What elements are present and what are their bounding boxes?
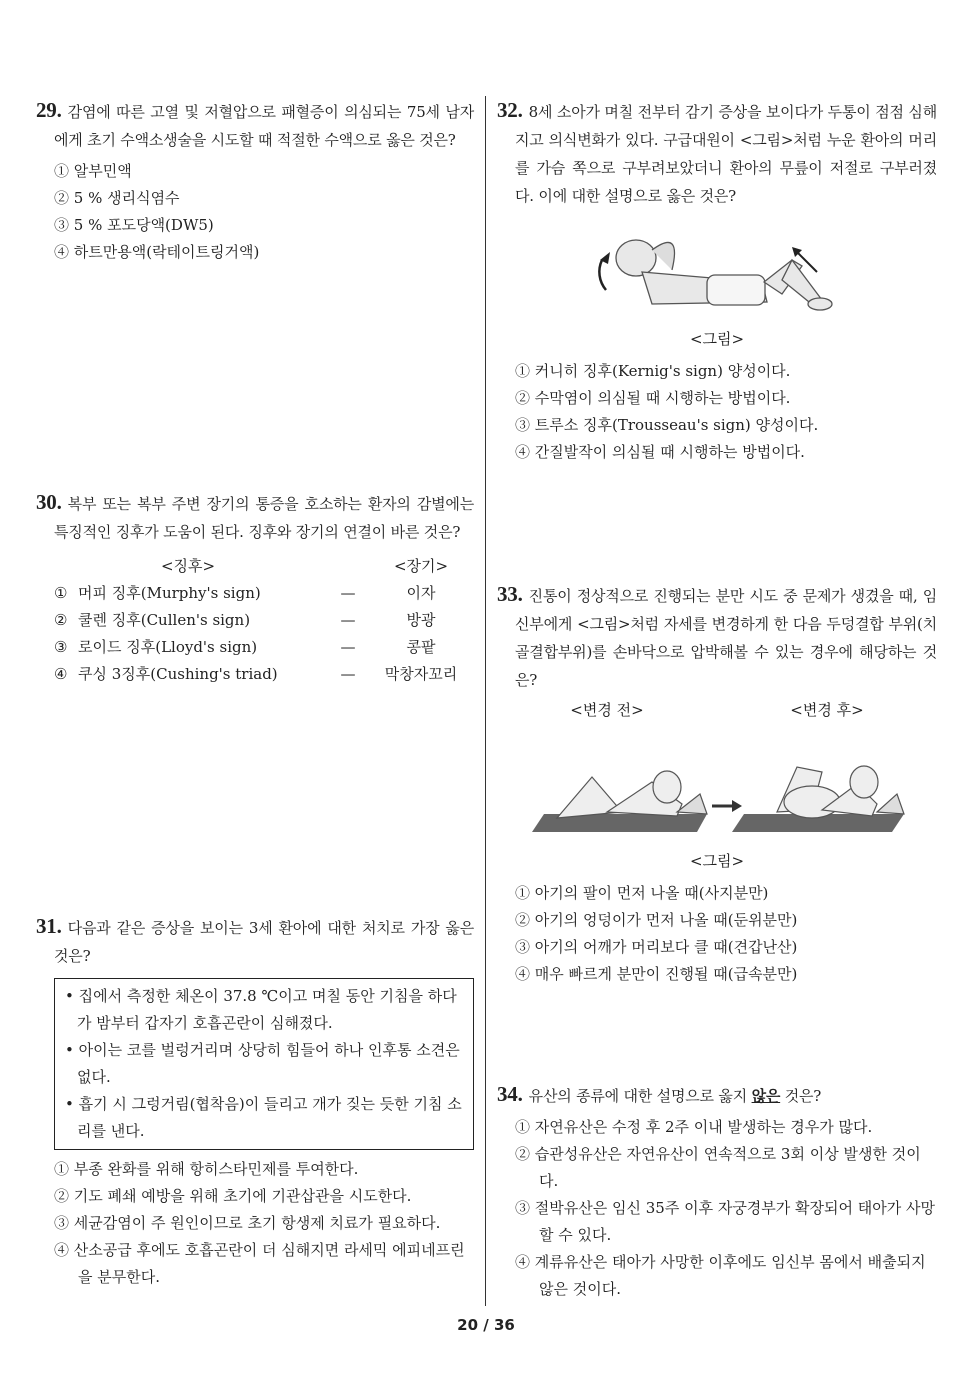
figure-caption: <그림> bbox=[689, 852, 745, 870]
option-3[interactable]: ③ 5 % 포도당액(DW5) bbox=[54, 216, 214, 234]
option-mark: ② bbox=[54, 610, 68, 629]
stem-text: 복부 또는 복부 주변 장기의 통증을 호소하는 환자의 감별에는 특징적인 징후가 도움이 된다. 징후와 장기의 연결이 바른 것은? bbox=[54, 495, 474, 541]
table-header bbox=[36, 552, 474, 579]
options bbox=[36, 1156, 474, 1291]
label-after: <변경 후> bbox=[790, 701, 864, 719]
table-row[interactable] bbox=[36, 606, 474, 633]
stem-text: 진통이 정상적으로 진행되는 분만 시도 중 문제가 생겼을 때, 임신부에게 <그림>처럼 자세를 변경하게 한 다음 두덩결합 부위(치골결합부위)를 손바닥으로 압박해볼 수 있는 경우에 해당하는 것은? bbox=[515, 587, 937, 689]
option-3[interactable]: ③ 트루소 징후(Trousseau's sign) 양성이다. bbox=[515, 416, 819, 434]
organ-name: 콩팥 bbox=[406, 638, 436, 656]
sign-name: 쿨렌 징후(Cullen's sign) bbox=[78, 611, 251, 629]
option-1[interactable]: ① 부종 완화를 위해 항히스타민제를 투여한다. bbox=[54, 1160, 359, 1178]
option-1[interactable]: ① 알부민액 bbox=[54, 162, 132, 180]
question-number: 32. bbox=[497, 98, 523, 122]
dash: — bbox=[340, 583, 356, 602]
option-2[interactable]: ② 아기의 엉덩이가 먼저 나올 때(둔위분만) bbox=[515, 911, 798, 929]
question-34 bbox=[497, 1080, 937, 1303]
organ-name: 방광 bbox=[406, 611, 436, 629]
figure-labels bbox=[497, 698, 937, 722]
stem-text-end: 것은? bbox=[780, 1087, 822, 1105]
sign-name: 머피 징후(Murphy's sign) bbox=[78, 584, 261, 602]
stem-text: 다음과 같은 증상을 보이는 3세 환아에 대한 처치로 가장 옳은 것은? bbox=[54, 919, 474, 965]
question-30 bbox=[36, 488, 474, 687]
label-before: <변경 전> bbox=[570, 701, 644, 719]
table-row[interactable] bbox=[36, 633, 474, 660]
option-4[interactable]: ④ 산소공급 후에도 호흡곤란이 더 심해지면 라세믹 에피네프린을 분무한다. bbox=[54, 1241, 465, 1286]
sign-name: 쿠싱 3징후(Cushing's triad) bbox=[78, 665, 278, 683]
dash: — bbox=[340, 664, 356, 683]
stem-text: 8세 소아가 며칠 전부터 감기 증상을 보이다가 두통이 점점 심해지고 의식변화가 있다. 구급대원이 <그림>처럼 누운 환아의 머리를 가슴 쪽으로 구부려보았더니 환아의 무릎이 저절로 구부러졌다. 이에 대한 설명으로 옳은 것은? bbox=[515, 103, 937, 205]
column-divider bbox=[485, 96, 486, 1306]
option-2[interactable]: ② 기도 폐쇄 예방을 위해 초기에 기관삽관을 시도한다. bbox=[54, 1187, 412, 1205]
symptom-box bbox=[54, 978, 474, 1150]
stem-text: 감염에 따른 고열 및 저혈압으로 패혈증이 의심되는 75세 남자에게 초기 수액소생술을 시도할 때 적절한 수액으로 옳은 것은? bbox=[54, 103, 474, 149]
option-mark: ④ bbox=[54, 664, 68, 683]
header-sign: <징후> bbox=[160, 557, 216, 575]
question-stem bbox=[36, 488, 474, 546]
option-1[interactable]: ① 자연유산은 수정 후 2주 이내 발생하는 경우가 많다. bbox=[515, 1118, 873, 1136]
table-row[interactable] bbox=[36, 660, 474, 687]
question-stem bbox=[36, 96, 474, 154]
question-stem bbox=[36, 912, 474, 970]
option-1[interactable]: ① 아기의 팔이 먼저 나올 때(사지분만) bbox=[515, 884, 769, 902]
options bbox=[497, 880, 937, 988]
page-number: 20 / 36 bbox=[457, 1316, 515, 1334]
option-3[interactable]: ③ 절박유산은 임신 35주 이후 자궁경부가 확장되어 태아가 사망할 수 있다. bbox=[515, 1199, 935, 1244]
organ-name: 이자 bbox=[406, 584, 436, 602]
question-stem bbox=[497, 1080, 937, 1110]
mcroberts-figure bbox=[512, 732, 922, 842]
option-3[interactable]: ③ 세균감염이 주 원인이므로 초기 항생제 치료가 필요하다. bbox=[54, 1214, 441, 1232]
symptom-item: • 흡기 시 그렁거림(협착음)이 들리고 개가 짖는 듯한 기침 소리를 낸다. bbox=[65, 1095, 462, 1140]
option-4[interactable]: ④ 간질발작이 의심될 때 시행하는 방법이다. bbox=[515, 443, 805, 461]
question-number: 33. bbox=[497, 582, 523, 606]
question-number: 29. bbox=[36, 98, 62, 122]
stem-text: 유산의 종류에 대한 설명으로 옳지 bbox=[528, 1087, 752, 1105]
option-mark: ③ bbox=[54, 637, 68, 656]
option-3[interactable]: ③ 아기의 어깨가 머리보다 클 때(견갑난산) bbox=[515, 938, 798, 956]
question-number: 31. bbox=[36, 914, 62, 938]
options bbox=[497, 358, 937, 466]
brudzinski-figure bbox=[592, 220, 842, 320]
question-stem bbox=[497, 96, 937, 210]
symptom-item: • 아이는 코를 벌렁거리며 상당히 힘들어 하나 인후통 소견은 없다. bbox=[65, 1041, 460, 1086]
question-stem bbox=[497, 580, 937, 694]
dash: — bbox=[340, 610, 356, 629]
figure-caption: <그림> bbox=[689, 330, 745, 348]
question-number: 30. bbox=[36, 490, 62, 514]
question-33 bbox=[497, 580, 937, 988]
option-4[interactable]: ④ 하트만용액(락테이트링거액) bbox=[54, 243, 260, 261]
organ-name: 막창자꼬리 bbox=[384, 665, 458, 683]
dash: — bbox=[340, 637, 356, 656]
option-4[interactable]: ④ 매우 빠르게 분만이 진행될 때(급속분만) bbox=[515, 965, 798, 983]
header-organ: <장기> bbox=[393, 557, 449, 575]
options bbox=[36, 158, 474, 266]
question-32 bbox=[497, 96, 937, 466]
option-2[interactable]: ② 수막염이 의심될 때 시행하는 방법이다. bbox=[515, 389, 791, 407]
option-4[interactable]: ④ 계류유산은 태아가 사망한 이후에도 임신부 몸에서 배출되지 않은 것이다. bbox=[515, 1253, 926, 1298]
options bbox=[497, 1114, 937, 1303]
sign-name: 로이드 징후(Lloyd's sign) bbox=[78, 638, 258, 656]
sign-organ-table bbox=[36, 552, 474, 687]
table-row[interactable] bbox=[36, 579, 474, 606]
option-2[interactable]: ② 습관성유산은 자연유산이 연속적으로 3회 이상 발생한 것이다. bbox=[515, 1145, 921, 1190]
question-31 bbox=[36, 912, 474, 1291]
symptom-item: • 집에서 측정한 체온이 37.8 ℃이고 며칠 동안 기침을 하다가 밤부터 갑자기 호흡곤란이 심해졌다. bbox=[65, 987, 457, 1032]
option-1[interactable]: ① 커니히 징후(Kernig's sign) 양성이다. bbox=[515, 362, 791, 380]
question-number: 34. bbox=[497, 1082, 523, 1106]
question-29 bbox=[36, 96, 474, 266]
option-mark: ① bbox=[54, 583, 68, 602]
option-2[interactable]: ② 5 % 생리식염수 bbox=[54, 189, 180, 207]
stem-emphasis: 않은 bbox=[751, 1087, 781, 1105]
